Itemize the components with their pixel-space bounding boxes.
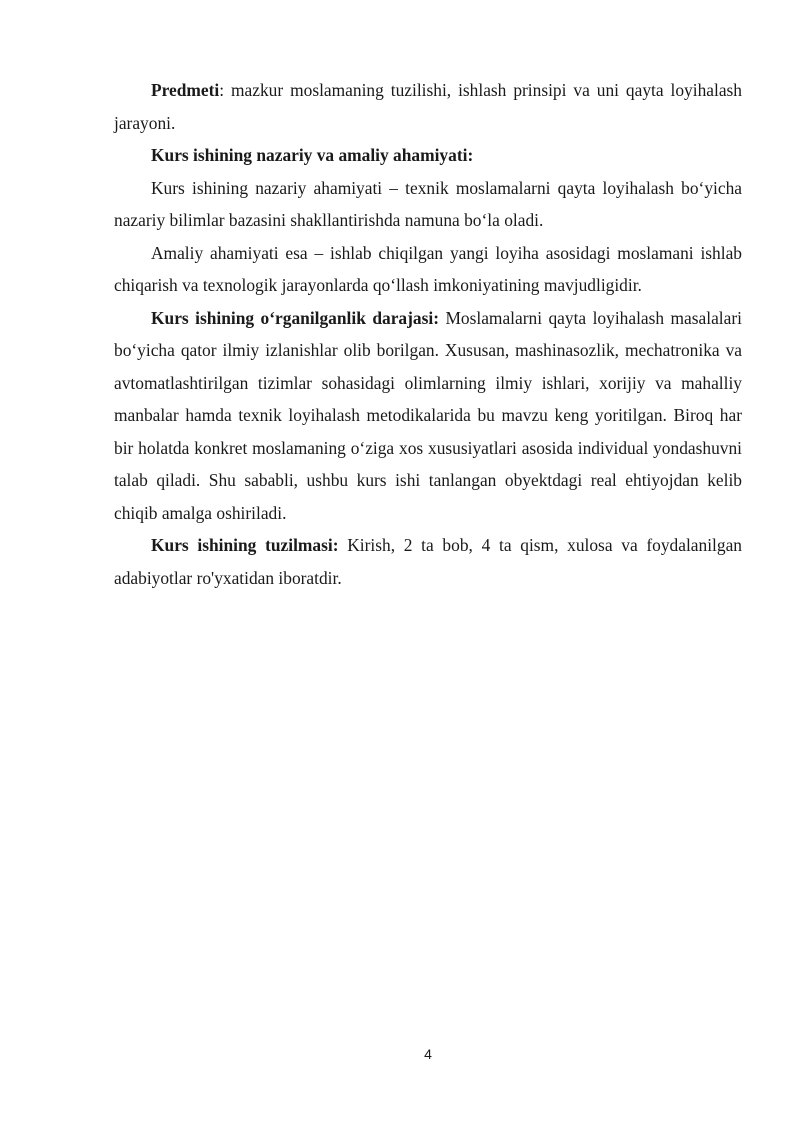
page-number: 4 [424, 1046, 432, 1062]
paragraph-research-level [114, 302, 742, 530]
paragraph-lead: Kurs ishining o‘rganilganlik darajasi: [151, 307, 439, 328]
paragraph-text: Amaliy ahamiyati esa – ishlab chiqilgan yangi loyiha asosidagi moslamani ishlab chiqarish va texnologik jarayonlarda qo‘llash imkoniyatining mavjudligidir. [114, 242, 742, 295]
paragraph-subject [114, 74, 742, 139]
paragraph-text: Kurs ishining nazariy ahamiyati – texnik moslamalarni qayta loyihalash bo‘yicha nazariy bilimlar bazasini shakllantirishda namuna bo‘la oladi. [114, 177, 742, 230]
paragraph-lead: Kurs ishining tuzilmasi: [151, 535, 339, 555]
paragraph-text: : mazkur moslamaning tuzilishi, ishlash prinsipi va uni qayta loyihalash jarayoni. [114, 80, 742, 133]
paragraph-lead: Kurs ishining nazariy va amaliy ahamiyati: [151, 145, 474, 165]
paragraph-lead: Predmeti [151, 80, 220, 100]
paragraph-practical [114, 237, 742, 302]
heading-significance [114, 139, 742, 172]
document-page [114, 74, 742, 594]
paragraph-text: Moslamalarni qayta loyihalash masalalari bo‘yicha qator ilmiy izlanishlar olib borilgan. Xususan, mashinasozlik, mechatronika va avtomatlashtirilgan tizimlar sohasidagi olimlarning ilmiy ishlari, xorijiy va mahalliy manbalar hamda texnik loyihalash metodikalarida bu mavzu keng yoritilgan. Biroq har bir holatda konkret moslamaning o‘ziga xos xususiyatlari asosida individual yondashuvni talab qiladi. Shu sababli, ushbu kurs ishi tanlangan obyektdagi real ehtiyojdan kelib chiqib amalga oshiriladi. [114, 307, 742, 523]
paragraph-theoretical [114, 172, 742, 237]
paragraph-structure [114, 529, 742, 594]
paragraph-text: Kirish, 2 ta bob, 4 ta qism, xulosa va foydalanilgan adabiyotlar ro'yxatidan iboratdir. [114, 535, 742, 588]
